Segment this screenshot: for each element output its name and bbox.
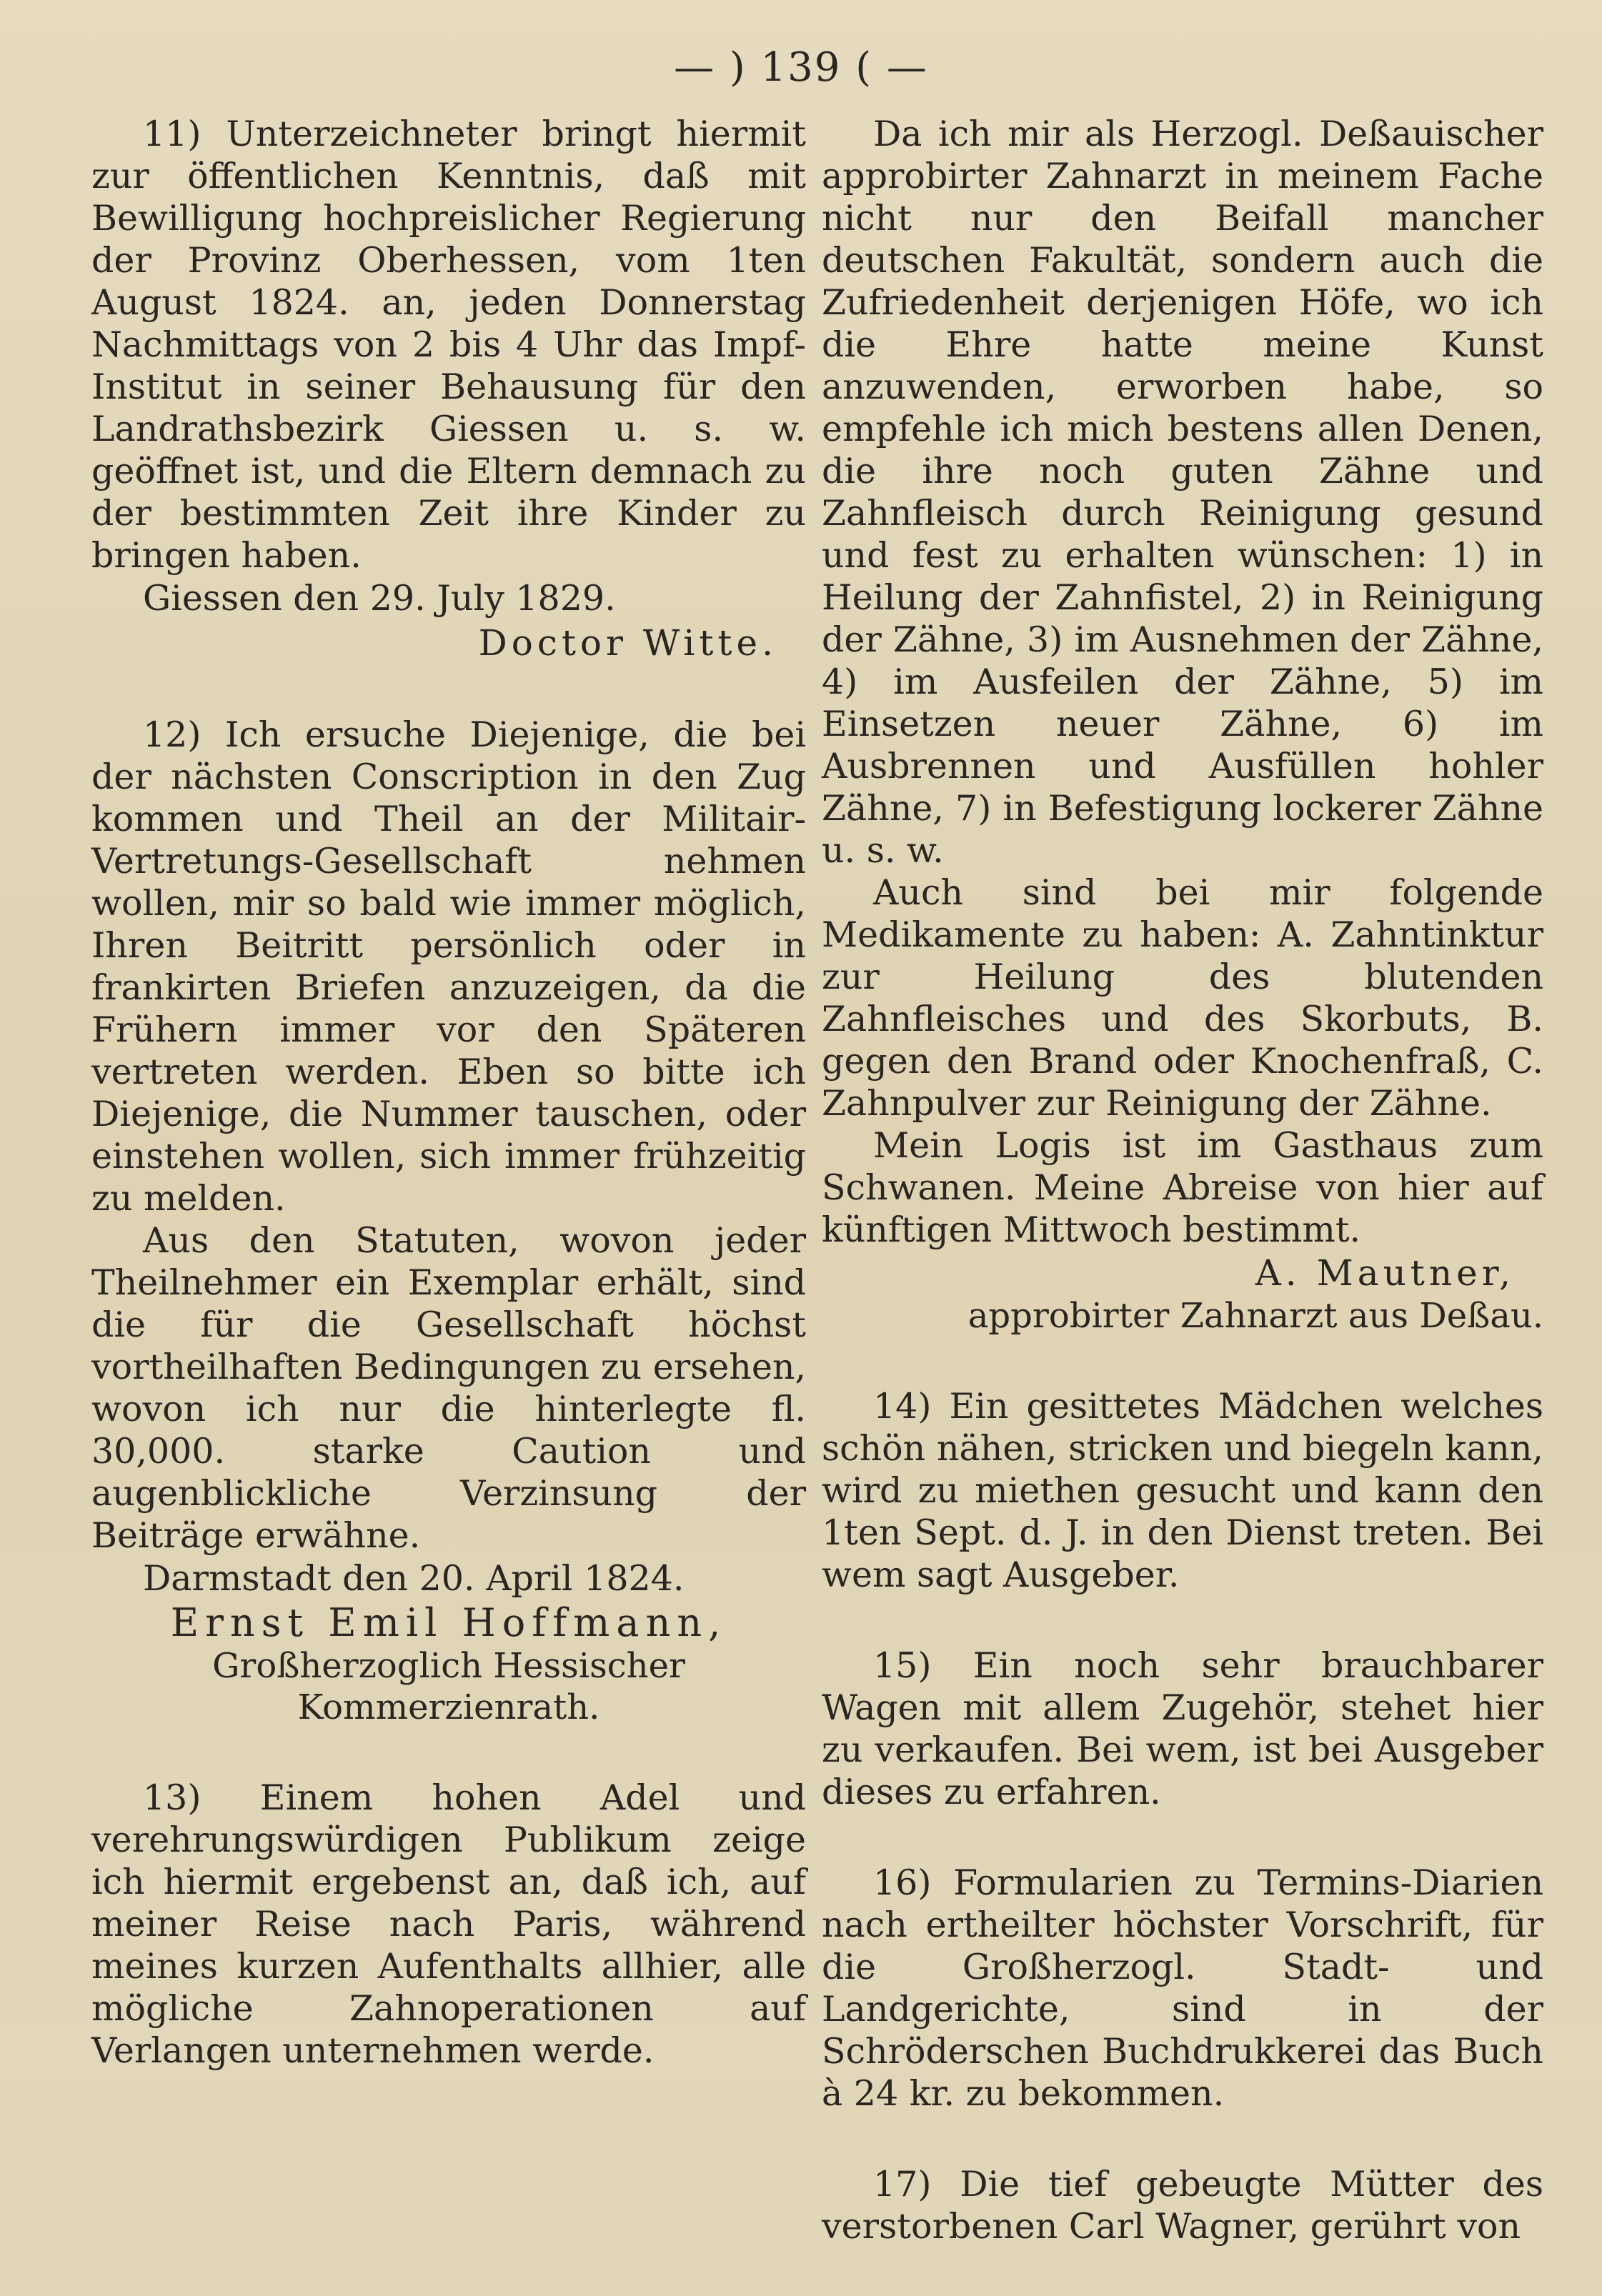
- ad-12-body-2: Aus den Statuten, wovon jeder Theilnehmer ein Exemplar erhält, sind die für die Gesellschaft höchst vortheilhaften Bedingungen zu ersehen, wovon ich nur die hinterlegte fl. 30,000. starke Caution und augenblickliche Verzinsung der Beiträge erwähne.: [91, 1220, 806, 1556]
- ad-16: [822, 1862, 1543, 2115]
- ad-12-body-1: 12) Ich ersuche Diejenige, die bei der nächsten Conscription in den Zug kommen und Theil an der Militair-Vertretungs-Gesellschaft nehmen wollen, mir so bald wie immer möglich, Ihren Beitritt persönlich oder in frankirten Briefen anzuzeigen, da die Frühern immer vor den Späteren vertreten werden. Eben so bitte ich Diejenige, die Nummer tauschen, oder einstehen wollen, sich immer frühzeitig zu melden.: [91, 714, 806, 1219]
- ad-14-body: 14) Ein gesittetes Mädchen welches schön nähen, stricken und biegeln kann, wird zu miethen gesucht und kann den 1ten Sept. d. J. in den Dienst treten. Bei wem sagt Ausgeber.: [822, 1386, 1543, 1595]
- ad-11-body: 11) Unterzeichneter bringt hiermit zur öffentlichen Kenntnis, daß mit Bewilligung hochpreislicher Regierung der Provinz Oberhessen, vom 1ten August 1824. an, jeden Donnerstag Nachmittags von 2 bis 4 Uhr das Impf-Institut in seiner Behausung für den Landrathsbezirk Giessen u. s. w. geöffnet ist, und die Eltern demnach zu der bestimmten Zeit ihre Kinder zu bringen haben.: [91, 114, 806, 576]
- ad-12-place-date: Darmstadt den 20. April 1824.: [143, 1558, 685, 1599]
- ad-15-body: 15) Ein noch sehr brauchbarer Wagen mit allem Zugehör, stehet hier zu verkaufen. Bei wem, ist bei Ausgeber dieses zu erfahren.: [822, 1645, 1543, 1812]
- ad-17: [822, 2163, 1543, 2247]
- ad-13-continued: [822, 113, 1543, 1337]
- ad-11: [91, 113, 806, 665]
- ad-13-cont-body-3: Mein Logis ist im Gasthaus zum Schwanen. Meine Abreise von hier auf künftigen Mittwoch bestimmt.: [822, 1125, 1543, 1250]
- ad-11-place-date: Giessen den 29. July 1829.: [143, 578, 616, 619]
- ad-14: [822, 1385, 1543, 1596]
- ad-13-signature: A. Mautner,: [1255, 1252, 1515, 1294]
- ad-17-body: 17) Die tief gebeugte Mütter des verstorbenen Carl Wagner, gerührt von: [822, 2164, 1543, 2247]
- ad-12-role-2: Kommerzienrath.: [297, 1687, 600, 1727]
- ad-12-role-1: Großherzoglich Hessischer: [212, 1646, 685, 1686]
- left-column: [91, 113, 806, 2120]
- ad-13-body: 13) Einem hohen Adel und verehrungswürdigen Publikum zeige ich hiermit ergebenst an, daß ich, auf meiner Reise nach Paris, während meines kurzen Aufenthalts allhier, alle mögliche Zahnoperationen auf Verlangen unternehmen werde.: [91, 1777, 806, 2071]
- ad-13-role: approbirter Zahnarzt aus Deßau.: [967, 1296, 1543, 1336]
- ad-11-signature: Doctor Witte.: [478, 622, 777, 664]
- ad-12: [91, 714, 806, 1728]
- page-header: — ) 139 ( —: [674, 44, 928, 91]
- ad-13-cont-body-2: Auch sind bei mir folgende Medikamente zu haben: A. Zahntinktur zur Heilung des blutenden Zahnfleisches und des Skorbuts, B. gegen den Brand oder Knochenfraß, C. Zahnpulver zur Reinigung der Zähne.: [822, 872, 1543, 1124]
- ad-13-cont-body-1: Da ich mir als Herzogl. Deßauischer approbirter Zahnarzt in meinem Fache nicht nur den Beifall mancher deutschen Fakultät, sondern auch die Zufriedenheit derjenigen Höfe, wo ich die Ehre hatte meine Kunst anzuwenden, erworben habe, so empfehle ich mich bestens allen Denen, die ihre noch guten Zähne und Zahnfleisch durch Reinigung gesund und fest zu erhalten wünschen: 1) in Heilung der Zahnfistel, 2) in Reinigung der Zähne, 3) im Ausnehmen der Zähne, 4) im Ausfeilen der Zähne, 5) im Einsetzen neuer Zähne, 6) im Ausbrennen und Ausfüllen hohler Zähne, 7) in Befestigung lockerer Zähne u. s. w.: [822, 114, 1543, 871]
- ad-15: [822, 1644, 1543, 1813]
- ad-12-signature: Ernst Emil Hoffmann,: [170, 1600, 727, 1645]
- right-column: [822, 113, 1543, 2296]
- ad-16-body: 16) Formularien zu Termins-Diarien nach ertheilter höchster Vorschrift, für die Großherzogl. Stadt- und Landgerichte, sind in der Schröderschen Buchdrukkerei das Buch à 24 kr. zu bekommen.: [822, 1862, 1543, 2114]
- ad-13: [91, 1777, 806, 2072]
